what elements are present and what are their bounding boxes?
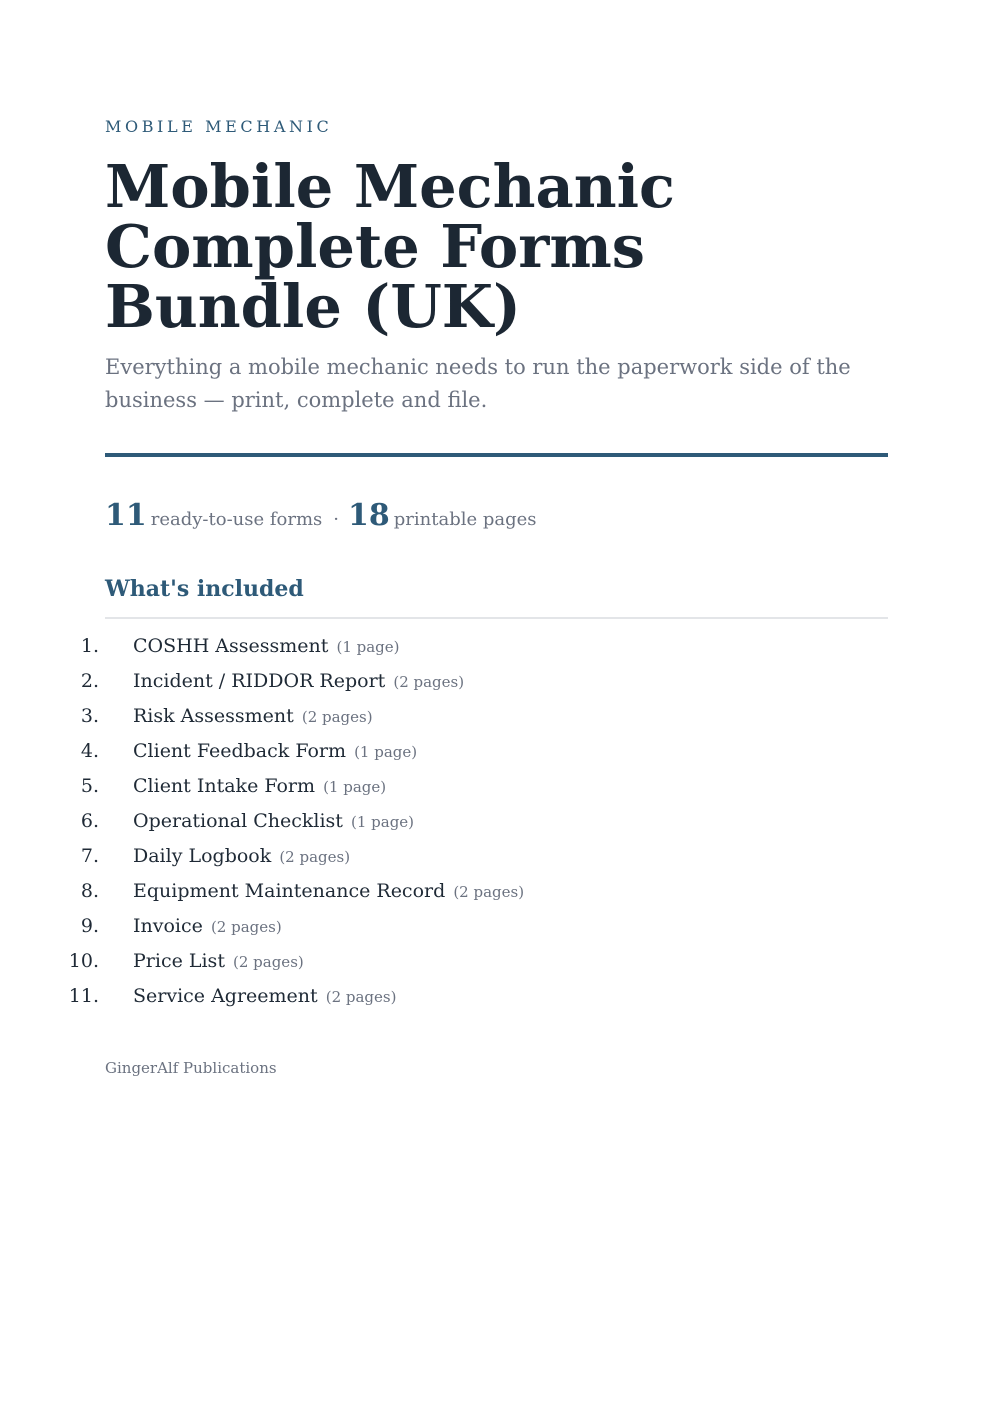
list-item-name: Incident / RIDDOR Report (133, 670, 386, 692)
list-item-name: Price List (133, 950, 225, 972)
list-item-number: 2. (80, 670, 99, 692)
list-item-pages: (2 pages) (233, 953, 304, 971)
list-item-number: 11. (68, 985, 99, 1007)
list-item-name: Invoice (133, 915, 203, 937)
list-item (80, 804, 524, 839)
list-item-name: Daily Logbook (133, 845, 272, 867)
list-item-name: COSHH Assessment (133, 635, 329, 657)
list-item (80, 664, 524, 699)
list-item-pages: (2 pages) (453, 883, 525, 901)
list-item-pages: (2 pages) (325, 988, 397, 1006)
page-subtitle: Everything a mobile mechanic needs to run the paperwork side of the business — print, complete and file. (105, 355, 851, 412)
forms-count-label: ready-to-use forms (150, 509, 323, 530)
list-item-pages: (1 page) (354, 743, 418, 761)
list-item-name: Equipment Maintenance Record (133, 880, 446, 902)
list-item (80, 874, 525, 909)
forms-count: 11 (105, 498, 147, 533)
list-item-number: 7. (80, 845, 99, 867)
section-heading-included: What's included (105, 576, 304, 602)
list-item-name: Operational Checklist (133, 810, 343, 832)
list-item-pages: (1 page) (336, 638, 400, 656)
list-item (80, 629, 524, 664)
section-divider (105, 617, 888, 619)
list-item-pages: (2 pages) (279, 848, 351, 866)
list-item-pages: (2 pages) (393, 673, 465, 691)
header-divider (105, 453, 888, 457)
list-item-name: Service Agreement (133, 985, 318, 1007)
list-item (80, 699, 524, 734)
list-item (80, 734, 524, 769)
pages-count-label: printable pages (393, 509, 537, 530)
included-forms-list (68, 629, 525, 1014)
list-item (68, 944, 524, 979)
list-item (80, 909, 524, 944)
list-item-number: 1. (80, 635, 99, 657)
list-item-name: Client Intake Form (133, 775, 316, 797)
list-item-name: Client Feedback Form (133, 740, 347, 762)
list-item-pages: (1 page) (350, 813, 415, 831)
list-item-number: 5. (80, 775, 99, 797)
list-item-number: 10. (68, 950, 99, 972)
list-item-number: 9. (80, 915, 99, 937)
page-title: Mobile Mechanic Complete Forms Bundle (UK) (105, 152, 675, 341)
list-item-pages: (2 pages) (210, 918, 282, 936)
stats-separator: · (333, 509, 340, 530)
list-item-number: 8. (80, 880, 99, 902)
list-item-number: 6. (80, 810, 99, 832)
list-item-pages: (1 page) (323, 778, 387, 796)
list-item-pages: (2 pages) (301, 708, 373, 726)
bundle-stats (105, 496, 537, 540)
publisher-footer: GingerAlf Publications (105, 1059, 277, 1077)
list-item-number: 3. (80, 705, 99, 727)
list-item (80, 839, 524, 874)
pages-count: 18 (348, 498, 390, 533)
list-item-number: 4. (80, 740, 99, 762)
category-eyebrow: MOBILE MECHANIC (105, 117, 333, 136)
list-item-name: Risk Assessment (133, 705, 294, 727)
list-item (80, 769, 524, 804)
list-item (68, 979, 524, 1014)
